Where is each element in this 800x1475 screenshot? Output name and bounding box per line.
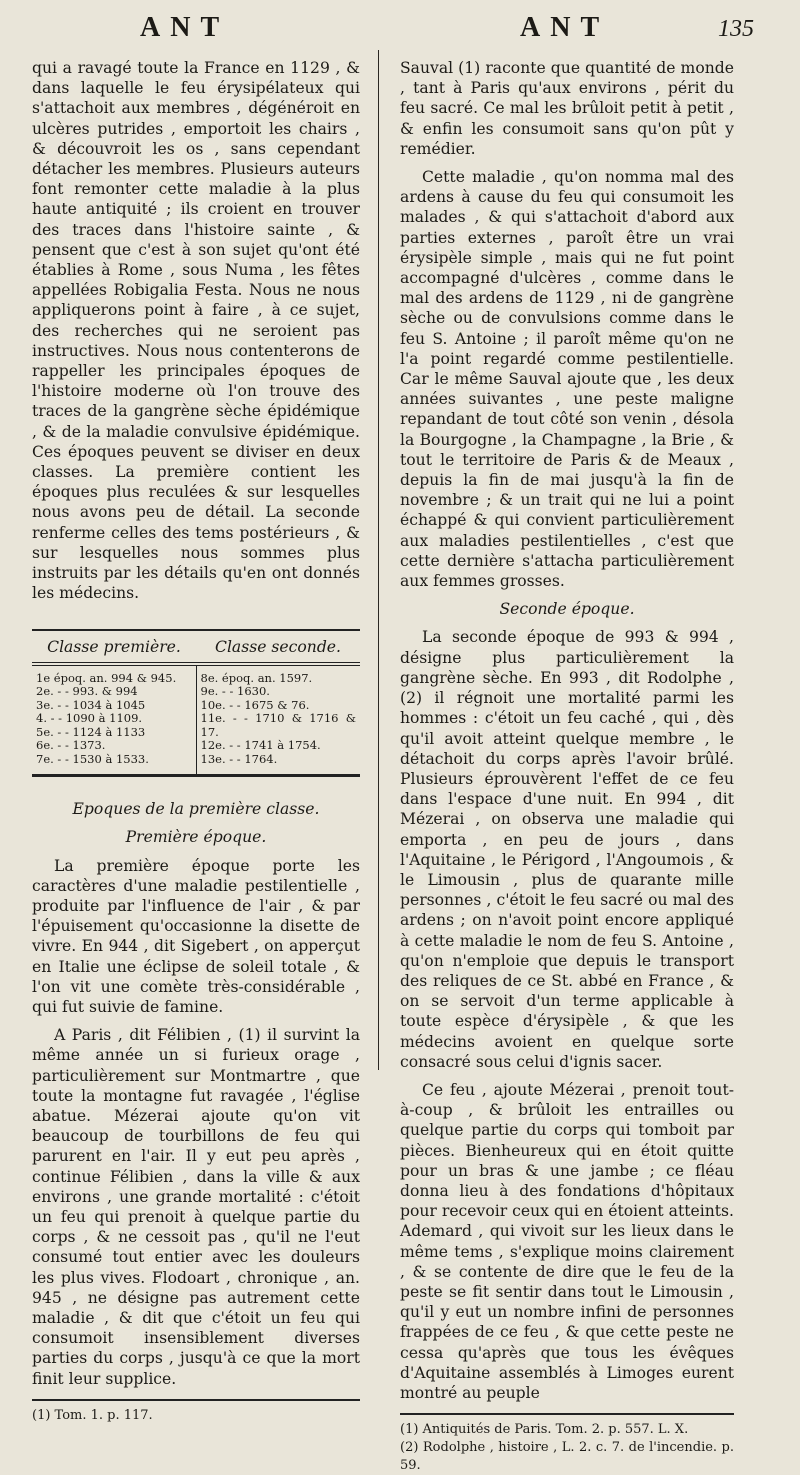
table-row: 2e. - - 993. & 994 [36,684,138,699]
column-header-first-class: Classe première. [47,638,181,657]
paragraph: A Paris , dit Félibien , (1) il survint la même année un si furieux orage , particulièrement sur Montmartre , que toute la montagne fut ravagée , l'église abatue. Mézerai ajoute qu'on vit beaucoup de tourbillons de feu qui parurent en l'air. Il y eut peu après , continue Félibien , dans la ville & aux environs , une grande mortalité : c'étoit un feu qui prenoit à quelque partie du corps , & ne cessoit pas , qu'il ne l'eut consumé tout entier avec les douleurs les plus vives. Flodoart , chronique , an. 945 , ne désigne pas autrement cette maladie , & dit que c'étoit un feu qui consumoit insensiblement diverses parties du corps , jusqu'à ce que la mort finit leur supplice. [32,1026,360,1388]
table-row: 6e. - - 1373. [36,738,106,753]
paragraph: Sauval (1) raconte que quantité de monde , tant à Paris qu'aux environs , périt du feu sacré. Ce mal les brûloit petit à petit , & enfin les consumoit sans qu'on pût y remédier. [400,59,734,158]
page-number: 135 [718,16,754,42]
footnote-rule [32,1399,360,1401]
epochs-table-header [32,631,360,662]
subsection-title: Première époque. [125,828,267,847]
second-class-column [197,666,361,775]
table-row: 1e époq. an. 994 & 945. [36,670,177,685]
column-divider [378,50,379,1070]
table-row: 13e. - - 1764. [200,751,278,766]
first-class-column [32,666,197,775]
table-row: 3e. - - 1034 à 1045 [36,697,146,712]
paragraph: La première époque porte les caractères d'une maladie pestilentielle , produite par l'influence de l'air , & par l'épuisement qu'occasionne la disette de vivre. En 944 , dit Sigebert , on apperçut en Italie une éclipse de soleil totale , & l'on vit une comète très-considérable , qui fut suivie de famine. [32,856,360,1017]
subsection-title: Seconde époque. [499,600,635,619]
table-row: 12e. - - 1741 à 1754. [200,738,321,753]
running-head-right: ANT [520,12,610,43]
footnote: (1) Tom. 1. p. 117. [32,1407,153,1423]
paragraph: La seconde époque de 993 & 994 , désigne plus particulièrement la gangrène sèche. En 993 , dit Rodolphe , (2) il régnoit une mortalité parmi les hommes : c'étoit un feu caché , qui , dès qu'il avoit atteint quelque membre , le détachoit du corps après l'avoir brûlé. Plusieurs éprouvèrent l'effet de ce feu dans l'espace d'une nuit. En 994 , dit Mézerai , on observa une maladie qui emporta , en peu de jours , dans l'Aquitaine , le Périgord , l'Angoumois , & le Limousin , plus de quarante mille personnes , c'étoit le feu sacré ou mal des ardens ; on n'avoit point encore appliqué à cette maladie le nom de feu S. Antoine , qu'on n'emploie que depuis le transport des reliques de ce St. abbé en France , & on se servoit d'un terme applicable à toute espèce d'érysipèle , & que les médecins avoient en quelque sorte consacré sous celui d'ignis sacer. [400,628,734,1071]
paragraph: qui a ravagé toute la France en 1129 , & dans laquelle le feu érysipélateux qui s'attachoit aux membres , dégénéroit en ulcères putrides , emportoit les chairs , & découvroit les os , sans cependant détacher les membres. Plusieurs auteurs font remonter cette maladie à la plus haute antiquité ; ils croient en trouver des traces dans l'histoire sainte , & pensent que c'est à son sujet qu'ont été établies à Rome , sous Numa , les fêtes appellées Robigalia Festa. Nous ne nous appliquerons point à faire , à ce sujet, des recherches qui ne seroient pas instructives. Nous nous contenterons de rappeller les principales époques de l'histoire moderne où l'on trouve des traces de la gangrène sèche épidémique , & de la maladie convulsive épidémique. Ces époques peuvent se diviser en deux classes. La première contient les époques plus reculées & sur lesquelles nous avons peu de détail. La seconde renferme celles des tems postérieurs , & sur lesquelles nous sommes plus instruits par les détails qu'en ont donnés les médecins. [32,59,360,603]
table-row: 10e. - - 1675 & 76. [200,697,310,712]
column-header-second-class: Classe seconde. [215,638,341,657]
paragraph: Cette maladie , qu'on nomma mal des ardens à cause du feu qui consumoit les malades , & qui s'attachoit d'abord aux parties externes , paroît être un vrai érysipèle simple , mais qui ne fut point accompagné d'ulcères , comme dans le mal des ardens de 1129 , ni de gangrène sèche ou de convulsions comme dans le feu S. Antoine ; il paroît même qu'on ne l'a point regardé comme pestilentielle. Car le même Sauval ajoute que , les deux années suivantes , une peste maligne repandant de tout côté son venin , désola la Bourgogne , la Champagne , la Brie , & tout le territoire de Paris & de Meaux , depuis la fin de mai jusqu'à la fin de novembre ; & un trait qui ne lui a point échappé & qui convient particulièrement aux maladies pestilentielles , c'est que cette dernière s'attacha particulièrement aux femmes grosses. [400,168,734,591]
section-title: Epoques de la première classe. [72,800,320,819]
footnote: (2) Rodolphe , histoire , L. 2. c. 7. de l'incendie. p. 59. [400,1440,734,1474]
paragraph: Ce feu , ajoute Mézerai , prenoit tout-à-coup , & brûloit les entrailles ou quelque partie du corps qui tomboit par pièces. Bienheureux qui en étoit quitte pour un bras & une jambe ; ce fléau donna lieu à des fondations d'hôpitaux pour recevoir ceux qui en étoient atteints. Ademard , qui vivoit sur les lieux dans le même tems , s'explique moins clairement , & se contente de dire que le feu de la peste se fit sentir dans tout le Limousin , qu'il y eut un nombre infini de personnes frappées de ce feu , & que cette peste ne cessa qu'après que tous les évêques d'Aquitaine assemblés à Limoges eurent montré au peuple [400,1080,734,1402]
epochs-table-body [32,665,360,775]
running-head-left: ANT [140,12,230,43]
table-row: 4. - - 1090 à 1109. [36,711,143,726]
table-row: 5e. - - 1124 à 1133 [36,724,146,739]
right-column [400,58,734,1475]
left-column [32,58,360,1425]
footnote: (1) Antiquités de Paris. Tom. 2. p. 557. L. X. [400,1422,689,1438]
epochs-table [32,629,360,777]
table-row: 8e. époq. an. 1597. [200,670,313,685]
table-row: 9e. - - 1630. [200,684,270,699]
table-row: 11e. - - 1710 & 1716 & 17. [200,711,356,739]
table-row: 7e. - - 1530 à 1533. [36,751,149,766]
footnote-rule [400,1413,734,1415]
